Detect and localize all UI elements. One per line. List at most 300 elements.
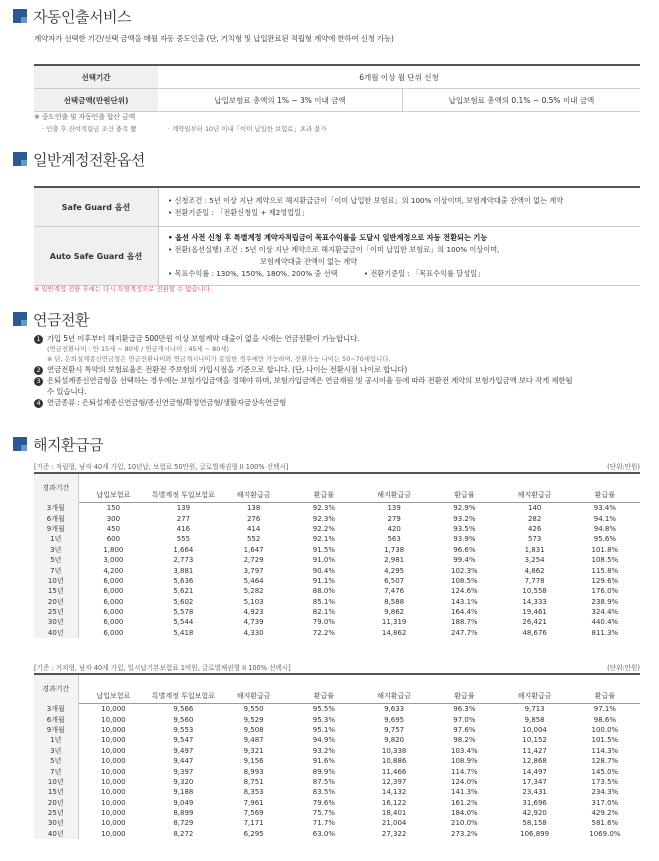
value-cell: 7,961 xyxy=(243,798,264,807)
period-header: 경과기간 xyxy=(34,473,78,503)
value-cell: 9,049 xyxy=(173,798,194,807)
amount-value-1: 납입보험료 총액의 1% ~ 3% 이내 금액 xyxy=(158,89,403,112)
list-item xyxy=(34,375,572,386)
period-cell: 25년 xyxy=(34,607,78,617)
value-cell: 71.7% xyxy=(312,819,335,828)
value-cell: 10,152 xyxy=(522,736,547,745)
value-cell: 97.1% xyxy=(593,705,616,714)
value-cell: 94.1% xyxy=(593,514,616,523)
value-cell: 8,353 xyxy=(243,788,264,797)
table-row xyxy=(34,725,640,735)
value-cell: 93.2% xyxy=(453,514,476,523)
value-cell: 10,886 xyxy=(381,757,407,766)
section-header xyxy=(0,149,659,169)
value-cell: 5,578 xyxy=(173,608,194,617)
value-cell: 7,476 xyxy=(384,587,405,596)
list-subitem: (연금전환나이 : 만 15세 ~ 80세 / 연금개시나이 : 45세 ~ 80세) xyxy=(47,345,229,353)
value-cell: 140 xyxy=(527,504,542,513)
surrender-table-2 xyxy=(34,673,640,839)
auto-guard-line: • 옵션 사전 신청 후 특별계정 계약자적립금이 목표수익률을 도달시 일반계정으로 자동 전환되는 기능 xyxy=(168,233,488,242)
value-cell: 9,497 xyxy=(173,746,194,755)
table-row xyxy=(34,597,640,607)
value-cell: 10,000 xyxy=(101,788,126,797)
value-cell: 5,544 xyxy=(173,618,194,627)
value-cell: 4,862 xyxy=(524,566,545,575)
annuity-list xyxy=(34,333,572,408)
table-row xyxy=(34,524,640,534)
item-text: 연금전환시 특약의 보험료율은 전환전 주보험의 가입시점을 기준으로 합니다. (단, 나이는 전환시점 나이로 합니다) xyxy=(47,365,408,374)
value-cell: 92.2% xyxy=(312,524,335,533)
value-cell: 8,588 xyxy=(384,597,405,606)
table-row xyxy=(34,586,640,596)
period-cell: 3년 xyxy=(34,746,78,756)
table-row xyxy=(34,714,640,724)
value-cell: 21,004 xyxy=(381,819,407,828)
table-row xyxy=(34,187,640,227)
value-cell: 48,676 xyxy=(522,628,547,637)
value-cell: 9,560 xyxy=(173,715,194,724)
period-cell: 3개월 xyxy=(34,503,78,514)
value-cell: 277 xyxy=(176,514,191,523)
table-row xyxy=(34,617,640,627)
section-title: 해지환급금 xyxy=(33,435,103,454)
column-header: 특별계정 투입보험료 xyxy=(148,689,218,704)
value-cell: 108.9% xyxy=(451,757,478,766)
value-cell: 63.0% xyxy=(312,829,335,838)
table-row xyxy=(34,503,640,514)
value-cell: 2,773 xyxy=(173,556,194,565)
value-cell: 95.5% xyxy=(312,705,335,714)
number-badge: 2 xyxy=(34,366,43,375)
value-cell: 6,000 xyxy=(103,587,124,596)
value-cell: 9,713 xyxy=(524,705,545,714)
value-cell: 1,738 xyxy=(384,545,405,554)
value-cell: 26,421 xyxy=(522,618,547,627)
period-cell: 5년 xyxy=(34,555,78,565)
table-body xyxy=(34,674,640,839)
value-cell: 8,993 xyxy=(243,767,264,776)
column-header: 납입보험료 xyxy=(78,689,148,704)
value-cell: 85.1% xyxy=(312,597,335,606)
value-cell: 141.3% xyxy=(451,788,478,797)
section-square-icon xyxy=(13,152,27,166)
guard-option-table xyxy=(34,186,640,286)
value-cell: 11,466 xyxy=(381,767,407,776)
header-row xyxy=(34,689,640,704)
number-badge: 1 xyxy=(34,335,43,344)
value-cell: 1,800 xyxy=(103,545,124,554)
value-cell: 102.3% xyxy=(451,566,478,575)
value-cell: 6,000 xyxy=(103,618,124,627)
value-cell: 129.6% xyxy=(591,576,619,585)
column-header: 해지환급금 xyxy=(359,488,429,503)
value-cell: 18,401 xyxy=(381,809,407,818)
value-cell: 114.7% xyxy=(451,767,478,776)
column-header: 환급률 xyxy=(570,689,640,704)
value-cell: 97.0% xyxy=(453,715,476,724)
value-cell: 2,729 xyxy=(243,556,264,565)
value-cell: 12,868 xyxy=(522,757,547,766)
period-cell: 25년 xyxy=(34,808,78,818)
value-cell: 3,254 xyxy=(524,556,545,565)
amount-value-2: 납입보험료 총액의 0.1% ~ 0.5% 이내 금액 xyxy=(403,89,641,112)
section-square-icon xyxy=(13,9,27,23)
table-row xyxy=(34,735,640,745)
value-cell: 2,981 xyxy=(384,556,405,565)
value-cell: 210.0% xyxy=(451,819,478,828)
value-cell: 10,000 xyxy=(101,725,126,734)
period-cell: 1년 xyxy=(34,534,78,544)
table-row xyxy=(34,65,640,89)
value-cell: 95.6% xyxy=(593,535,616,544)
value-cell: 6,000 xyxy=(103,576,124,585)
caption-text: [기준 : 거치형, 남자 40세 가입, 일시납기본보험료 1억원, 글로벌채권형 II 100% 선택시] xyxy=(34,664,291,672)
amount-label: 선택금액(만원단위) xyxy=(34,89,158,112)
table-row xyxy=(34,766,640,776)
value-cell: 9,487 xyxy=(243,736,264,745)
blank-header-cell xyxy=(78,473,640,488)
safe-guard-line: • 전환기준일 : 「전환신청일 + 제2영업일」 xyxy=(168,208,309,217)
period-label: 선택기간 xyxy=(34,65,158,89)
value-cell: 9,447 xyxy=(173,757,194,766)
value-cell: 552 xyxy=(246,535,261,544)
section-header xyxy=(0,434,659,454)
value-cell: 138 xyxy=(246,504,261,513)
surrender-table-1 xyxy=(34,472,640,638)
value-cell: 176.0% xyxy=(591,587,619,596)
value-cell: 324.4% xyxy=(591,608,619,617)
value-cell: 139 xyxy=(387,504,401,513)
table-row xyxy=(34,534,640,544)
period-cell: 40년 xyxy=(34,829,78,839)
value-cell: 9,321 xyxy=(243,746,264,755)
value-cell: 91.5% xyxy=(312,545,335,554)
value-cell: 96.3% xyxy=(453,705,476,714)
value-cell: 79.0% xyxy=(312,618,335,627)
table-row xyxy=(34,607,640,617)
value-cell: 9,508 xyxy=(243,725,264,734)
period-cell: 7년 xyxy=(34,766,78,776)
value-cell: 300 xyxy=(106,514,121,523)
value-cell: 581.6% xyxy=(591,819,619,828)
value-cell: 9,397 xyxy=(173,767,194,776)
column-header: 환급률 xyxy=(570,488,640,503)
list-item xyxy=(34,397,572,408)
value-cell: 14,333 xyxy=(522,597,547,606)
value-cell: 8,272 xyxy=(173,829,194,838)
value-cell: 98.6% xyxy=(593,715,616,724)
value-cell: 103.4% xyxy=(451,746,478,755)
value-cell: 93.4% xyxy=(593,504,616,513)
period-cell: 3개월 xyxy=(34,704,78,715)
period-cell: 15년 xyxy=(34,586,78,596)
value-cell: 414 xyxy=(246,524,261,533)
value-cell: 9,553 xyxy=(173,725,194,734)
value-cell: 10,000 xyxy=(101,705,126,714)
value-cell: 9,858 xyxy=(524,715,545,724)
table-row xyxy=(34,746,640,756)
item-text: 연금종류 : 은퇴설계종신연금형/종신연금형/확정연금형/생활자금상속연금형 xyxy=(47,398,287,407)
withdrawal-subnote-b: · 계약일부터 10년 이내「이미 납입한 보험료」초과 불가 xyxy=(168,125,327,133)
value-cell: 3,000 xyxy=(103,556,124,565)
table-caption xyxy=(34,461,640,472)
period-cell: 15년 xyxy=(34,787,78,797)
period-cell: 1년 xyxy=(34,735,78,745)
target-return-text: • 목표수익률 : 130%, 150%, 180%, 200% 중 선택 xyxy=(168,269,338,278)
list-item xyxy=(34,364,572,375)
value-cell: 58,158 xyxy=(522,819,547,828)
value-cell: 1,647 xyxy=(243,545,264,554)
column-header: 환급률 xyxy=(429,488,499,503)
table-row xyxy=(34,89,640,112)
period-cell: 20년 xyxy=(34,798,78,808)
value-cell: 10,000 xyxy=(101,746,126,755)
unit-text: (단위:만원) xyxy=(607,664,640,672)
value-cell: 93.9% xyxy=(453,535,476,544)
period-cell: 10년 xyxy=(34,777,78,787)
section-auto-withdrawal xyxy=(0,6,659,26)
value-cell: 5,464 xyxy=(243,576,264,585)
table-row xyxy=(34,798,640,808)
table-row xyxy=(34,756,640,766)
value-cell: 9,633 xyxy=(384,705,405,714)
value-cell: 91.0% xyxy=(312,556,335,565)
value-cell: 31,696 xyxy=(522,798,547,807)
auto-safe-guard-label: Auto Safe Guard 옵션 xyxy=(34,227,159,286)
value-cell: 811.3% xyxy=(591,628,619,637)
value-cell: 72.2% xyxy=(312,628,335,637)
table-row xyxy=(34,555,640,565)
auto-withdrawal-desc: 계약자가 선택한 기간/선택 금액을 매월 자동 중도인출 (단, 거치형 및 납입완료된 적립형 계약에 한하여 신청 가능) xyxy=(34,34,394,43)
value-cell: 8,899 xyxy=(173,809,194,818)
column-header: 해지환급금 xyxy=(219,488,289,503)
value-cell: 6,507 xyxy=(384,576,405,585)
value-cell: 563 xyxy=(387,535,401,544)
value-cell: 4,295 xyxy=(384,566,405,575)
value-cell: 5,621 xyxy=(173,587,194,596)
auto-safe-guard-desc xyxy=(159,227,641,286)
list-subitem: ※ 단, 은퇴설계종신연금형은 연금전환나이와 연금개시나이가 동일한 경우에만 가능하며, 전환가능 나이는 50~70세입니다. xyxy=(47,355,391,363)
value-cell: 9,550 xyxy=(243,705,264,714)
value-cell: 238.9% xyxy=(591,597,619,606)
value-cell: 106,899 xyxy=(520,829,550,838)
value-cell: 92.1% xyxy=(312,535,335,544)
value-cell: 93.2% xyxy=(312,746,335,755)
value-cell: 94.9% xyxy=(312,736,335,745)
value-cell: 184.0% xyxy=(451,809,478,818)
value-cell: 429.2% xyxy=(591,809,619,818)
value-cell: 83.5% xyxy=(312,788,335,797)
value-cell: 97.6% xyxy=(453,725,476,734)
value-cell: 143.1% xyxy=(451,597,478,606)
value-cell: 99.4% xyxy=(453,556,476,565)
value-cell: 161.2% xyxy=(451,798,478,807)
period-cell: 30년 xyxy=(34,818,78,828)
surrender-table-1-wrap xyxy=(34,461,640,638)
safe-guard-label: Safe Guard 옵션 xyxy=(34,187,159,227)
withdrawal-subnote-a: · 인출 후 잔여적립금 조건 충족 要 xyxy=(42,125,137,133)
auto-guard-line xyxy=(160,268,639,280)
period-cell: 9개월 xyxy=(34,524,78,534)
value-cell: 100.0% xyxy=(591,725,619,734)
blank-header-cell xyxy=(78,674,640,689)
value-cell: 426 xyxy=(527,524,542,533)
value-cell: 14,132 xyxy=(381,788,407,797)
value-cell: 6,295 xyxy=(243,829,264,838)
unit-text: (단위:만원) xyxy=(607,463,640,471)
value-cell: 8,751 xyxy=(243,777,264,786)
value-cell: 9,757 xyxy=(384,725,405,734)
period-cell: 6개월 xyxy=(34,513,78,523)
value-cell: 279 xyxy=(387,514,401,523)
table-row xyxy=(34,777,640,787)
value-cell: 10,000 xyxy=(101,736,126,745)
value-cell: 7,171 xyxy=(243,819,264,828)
caption-text: [기준 : 적립형, 남자 40세 가입, 10년납, 보험료 50만원, 글로벌채권형 II 100% 선택시] xyxy=(34,463,289,471)
value-cell: 10,000 xyxy=(101,767,126,776)
number-badge: 4 xyxy=(34,399,43,408)
value-cell: 91.1% xyxy=(312,576,335,585)
value-cell: 101.5% xyxy=(591,736,619,745)
value-cell: 16,122 xyxy=(381,798,407,807)
table-row xyxy=(34,704,640,715)
value-cell: 9,156 xyxy=(243,757,264,766)
value-cell: 9,529 xyxy=(243,715,264,724)
table-row xyxy=(34,628,640,638)
value-cell: 17,347 xyxy=(522,777,547,786)
value-cell: 82.1% xyxy=(312,608,335,617)
value-cell: 9,862 xyxy=(384,608,405,617)
value-cell: 12,397 xyxy=(381,777,407,786)
table-row xyxy=(34,818,640,828)
period-cell: 40년 xyxy=(34,628,78,638)
value-cell: 6,000 xyxy=(103,597,124,606)
value-cell: 10,000 xyxy=(101,798,126,807)
value-cell: 10,000 xyxy=(101,819,126,828)
value-cell: 440.4% xyxy=(591,618,619,627)
section-surrender-value xyxy=(0,434,659,454)
value-cell: 124.6% xyxy=(451,587,478,596)
section-square-icon xyxy=(13,312,27,326)
header-row xyxy=(34,488,640,503)
spacer-row xyxy=(34,473,640,488)
period-cell: 9개월 xyxy=(34,725,78,735)
section-annuity-conversion xyxy=(0,309,659,329)
value-cell: 94.8% xyxy=(593,524,616,533)
period-header: 경과기간 xyxy=(34,674,78,704)
value-cell: 276 xyxy=(246,514,261,523)
value-cell: 7,778 xyxy=(524,576,545,585)
section-title: 자동인출서비스 xyxy=(33,7,131,26)
value-cell: 8,729 xyxy=(173,819,194,828)
value-cell: 92.3% xyxy=(312,504,335,513)
section-general-account-option xyxy=(0,149,659,169)
value-cell: 234.3% xyxy=(591,788,619,797)
value-cell: 115.8% xyxy=(591,566,619,575)
section-header xyxy=(0,6,659,26)
value-cell: 19,461 xyxy=(522,608,547,617)
table-body xyxy=(34,473,640,638)
value-cell: 92.9% xyxy=(453,504,476,513)
value-cell: 10,004 xyxy=(522,725,547,734)
table-row xyxy=(34,565,640,575)
safe-guard-desc xyxy=(159,187,641,227)
auto-withdrawal-table xyxy=(34,64,640,112)
value-cell: 14,862 xyxy=(381,628,407,637)
value-cell: 5,418 xyxy=(173,628,194,637)
value-cell: 273.2% xyxy=(451,829,478,838)
value-cell: 27,322 xyxy=(381,829,407,838)
value-cell: 11,319 xyxy=(381,618,407,627)
switch-date-text: • 전환기준일 : 「목표수익률 달성일」 xyxy=(363,269,485,278)
period-cell: 30년 xyxy=(34,617,78,627)
period-cell: 5년 xyxy=(34,756,78,766)
value-cell: 3,881 xyxy=(173,566,194,575)
value-cell: 128.7% xyxy=(591,757,619,766)
table-row xyxy=(34,227,640,286)
value-cell: 450 xyxy=(106,524,121,533)
value-cell: 4,923 xyxy=(243,608,264,617)
table-row xyxy=(34,576,640,586)
value-cell: 247.7% xyxy=(451,628,478,637)
value-cell: 6,000 xyxy=(103,628,124,637)
general-account-note: ※ 일반계정 전환 후에는 다시 특별계정으로 전환할 수 없습니다. xyxy=(34,285,212,293)
withdrawal-note: ※ 중도인출 및 자동인출 합산 금액 xyxy=(34,113,136,121)
value-cell: 89.9% xyxy=(312,767,335,776)
period-value: 6개월 이상 월 단위 신청 xyxy=(158,65,640,89)
value-cell: 93.5% xyxy=(453,524,476,533)
auto-guard-line: 보험계약대출 잔액이 없는 계약 xyxy=(260,257,358,266)
value-cell: 10,000 xyxy=(101,715,126,724)
section-title: 연금전환 xyxy=(33,310,89,329)
value-cell: 188.7% xyxy=(451,618,478,627)
value-cell: 3,797 xyxy=(243,566,264,575)
value-cell: 1069.0% xyxy=(589,829,621,838)
value-cell: 1,664 xyxy=(173,545,194,554)
value-cell: 139 xyxy=(176,504,191,513)
value-cell: 23,431 xyxy=(522,788,547,797)
value-cell: 9,820 xyxy=(384,736,405,745)
table-row xyxy=(34,787,640,797)
value-cell: 9,695 xyxy=(384,715,405,724)
column-header: 환급률 xyxy=(289,689,359,704)
value-cell: 5,282 xyxy=(243,587,264,596)
value-cell: 4,739 xyxy=(243,618,264,627)
table-row xyxy=(34,513,640,523)
column-header: 특별계정 투입보험료 xyxy=(148,488,218,503)
value-cell: 6,000 xyxy=(103,608,124,617)
value-cell: 88.0% xyxy=(312,587,335,596)
value-cell: 164.4% xyxy=(451,608,478,617)
value-cell: 5,602 xyxy=(173,597,194,606)
value-cell: 282 xyxy=(527,514,542,523)
column-header: 해지환급금 xyxy=(359,689,429,704)
table-row xyxy=(34,829,640,839)
value-cell: 10,338 xyxy=(381,746,407,755)
value-cell: 95.1% xyxy=(312,725,335,734)
value-cell: 95.3% xyxy=(312,715,335,724)
value-cell: 10,558 xyxy=(522,587,547,596)
value-cell: 10,000 xyxy=(101,757,126,766)
value-cell: 14,497 xyxy=(522,767,547,776)
table-row xyxy=(34,808,640,818)
table-caption xyxy=(34,662,640,673)
value-cell: 42,920 xyxy=(522,809,547,818)
value-cell: 87.5% xyxy=(312,777,335,786)
value-cell: 9,566 xyxy=(173,705,194,714)
value-cell: 90.4% xyxy=(312,566,335,575)
value-cell: 5,103 xyxy=(243,597,264,606)
